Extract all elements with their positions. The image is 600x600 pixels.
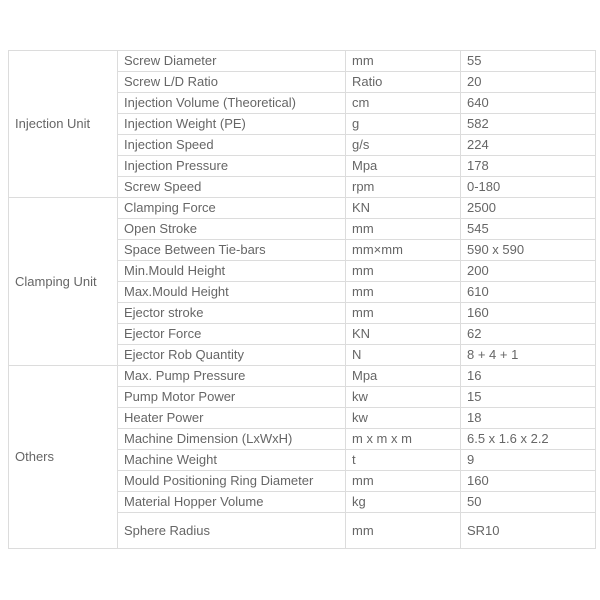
- spec-name-cell: Injection Volume (Theoretical): [118, 93, 346, 114]
- spec-name-cell: Machine Dimension (LxWxH): [118, 429, 346, 450]
- spec-unit-cell: mm: [346, 513, 461, 549]
- spec-unit-cell: mm: [346, 219, 461, 240]
- spec-name-cell: Screw L/D Ratio: [118, 72, 346, 93]
- spec-unit-cell: rpm: [346, 177, 461, 198]
- spec-value-cell: 590 x 590: [461, 240, 596, 261]
- category-cell-clamping-unit: Clamping Unit: [9, 198, 118, 366]
- spec-unit-cell: mm: [346, 261, 461, 282]
- spec-value-cell: 55: [461, 51, 596, 72]
- spec-name-cell: Ejector stroke: [118, 303, 346, 324]
- spec-unit-cell: kw: [346, 387, 461, 408]
- machine-spec-table: [8, 50, 596, 549]
- spec-name-cell: Ejector Force: [118, 324, 346, 345]
- table-row: [9, 366, 596, 387]
- spec-unit-cell: KN: [346, 324, 461, 345]
- spec-name-cell: Injection Speed: [118, 135, 346, 156]
- spec-sheet: [8, 50, 595, 549]
- spec-unit-cell: t: [346, 450, 461, 471]
- spec-name-cell: Screw Diameter: [118, 51, 346, 72]
- spec-name-cell: Screw Speed: [118, 177, 346, 198]
- spec-unit-cell: Ratio: [346, 72, 461, 93]
- spec-unit-cell: mm: [346, 303, 461, 324]
- spec-unit-cell: m x m x m: [346, 429, 461, 450]
- spec-name-cell: Max. Pump Pressure: [118, 366, 346, 387]
- spec-value-cell: 545: [461, 219, 596, 240]
- spec-name-cell: Clamping Force: [118, 198, 346, 219]
- spec-value-cell: 6.5 x 1.6 x 2.2: [461, 429, 596, 450]
- spec-value-cell: 640: [461, 93, 596, 114]
- spec-value-cell: 160: [461, 303, 596, 324]
- spec-name-cell: Mould Positioning Ring Diameter: [118, 471, 346, 492]
- category-cell-injection-unit: Injection Unit: [9, 51, 118, 198]
- spec-name-cell: Injection Weight (PE): [118, 114, 346, 135]
- spec-name-cell: Space Between Tie-bars: [118, 240, 346, 261]
- spec-name-cell: Open Stroke: [118, 219, 346, 240]
- spec-unit-cell: kw: [346, 408, 461, 429]
- spec-unit-cell: g: [346, 114, 461, 135]
- spec-name-cell: Material Hopper Volume: [118, 492, 346, 513]
- spec-value-cell: SR10: [461, 513, 596, 549]
- spec-value-cell: 15: [461, 387, 596, 408]
- spec-unit-cell: Mpa: [346, 156, 461, 177]
- spec-value-cell: 18: [461, 408, 596, 429]
- spec-name-cell: Machine Weight: [118, 450, 346, 471]
- spec-unit-cell: cm: [346, 93, 461, 114]
- table-row: [9, 198, 596, 219]
- spec-name-cell: Min.Mould Height: [118, 261, 346, 282]
- spec-unit-cell: mm: [346, 51, 461, 72]
- spec-unit-cell: g/s: [346, 135, 461, 156]
- spec-unit-cell: kg: [346, 492, 461, 513]
- spec-value-cell: 178: [461, 156, 596, 177]
- spec-name-cell: Injection Pressure: [118, 156, 346, 177]
- spec-value-cell: 62: [461, 324, 596, 345]
- spec-unit-cell: N: [346, 345, 461, 366]
- spec-name-cell: Sphere Radius: [118, 513, 346, 549]
- spec-value-cell: 610: [461, 282, 596, 303]
- spec-value-cell: 224: [461, 135, 596, 156]
- spec-value-cell: 8 + 4 + 1: [461, 345, 596, 366]
- spec-unit-cell: Mpa: [346, 366, 461, 387]
- spec-value-cell: 20: [461, 72, 596, 93]
- spec-value-cell: 50: [461, 492, 596, 513]
- category-cell-others: Others: [9, 366, 118, 549]
- spec-name-cell: Ejector Rob Quantity: [118, 345, 346, 366]
- table-row: [9, 51, 596, 72]
- spec-unit-cell: mm: [346, 282, 461, 303]
- spec-name-cell: Heater Power: [118, 408, 346, 429]
- spec-value-cell: 9: [461, 450, 596, 471]
- spec-unit-cell: KN: [346, 198, 461, 219]
- spec-value-cell: 160: [461, 471, 596, 492]
- spec-name-cell: Pump Motor Power: [118, 387, 346, 408]
- spec-value-cell: 200: [461, 261, 596, 282]
- spec-value-cell: 16: [461, 366, 596, 387]
- spec-value-cell: 2500: [461, 198, 596, 219]
- spec-value-cell: 582: [461, 114, 596, 135]
- spec-name-cell: Max.Mould Height: [118, 282, 346, 303]
- spec-value-cell: 0-180: [461, 177, 596, 198]
- spec-unit-cell: mm: [346, 471, 461, 492]
- spec-unit-cell: mm×mm: [346, 240, 461, 261]
